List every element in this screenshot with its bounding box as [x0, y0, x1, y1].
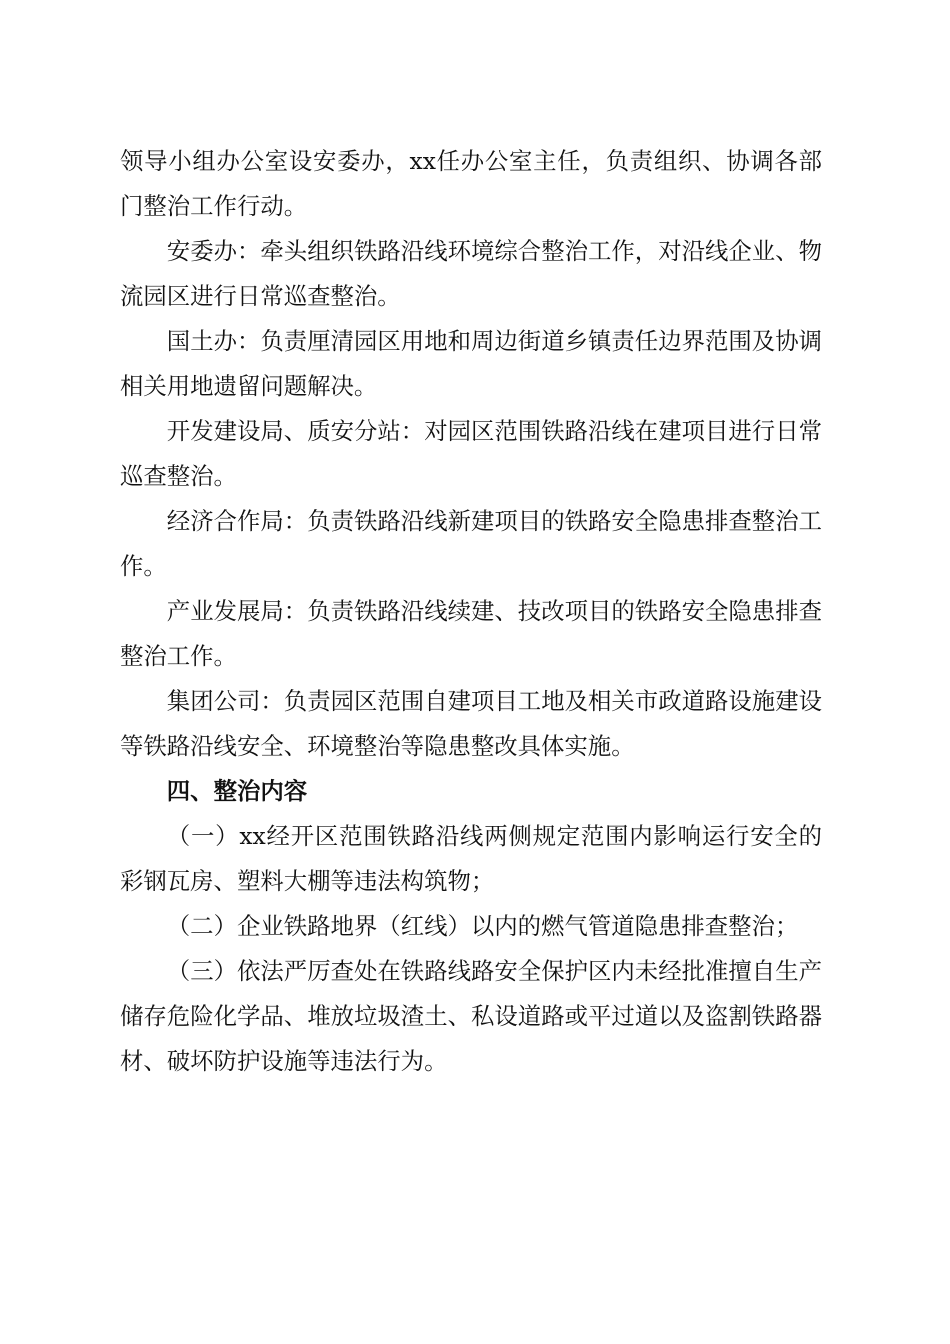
paragraph-office-setup: 领导小组办公室设安委办，xx任办公室主任，负责组织、协调各部门整治工作行动。: [120, 147, 822, 220]
paragraph-construction-bureau: 开发建设局、质安分站：对园区范围铁路沿线在建项目进行日常巡查整治。: [120, 417, 822, 490]
paragraph-land-office: 国土办：负责厘清园区用地和周边街道乡镇责任边界范围及协调相关用地遗留问题解决。: [120, 327, 822, 400]
list-item-three: （三）依法严厉查处在铁路线路安全保护区内未经批准擅自生产储存危险化学品、堆放垃圾渣土、私设道路或平过道以及盗割铁路器材、破坏防护设施等违法行为。: [120, 957, 822, 1075]
paragraph-safety-committee: 安委办：牵头组织铁路沿线环境综合整治工作，对沿线企业、物流园区进行日常巡查整治。: [120, 237, 822, 310]
paragraph-group-company: 集团公司：负责园区范围自建项目工地及相关市政道路设施建设等铁路沿线安全、环境整治等隐患整改具体实施。: [120, 687, 822, 760]
section-heading-remediation-content: 四、整治内容: [166, 777, 308, 805]
list-item-two: （二）企业铁路地界（红线）以内的燃气管道隐患排查整治；: [166, 912, 799, 940]
document-body: [120, 139, 822, 1084]
list-item-one: （一）xx经开区范围铁路沿线两侧规定范围内影响运行安全的彩钢瓦房、塑料大棚等违法构筑物；: [120, 822, 822, 895]
paragraph-industry-bureau: 产业发展局：负责铁路沿线续建、技改项目的铁路安全隐患排查整治工作。: [120, 597, 822, 670]
paragraph-economic-bureau: 经济合作局：负责铁路沿线新建项目的铁路安全隐患排查整治工作。: [120, 507, 822, 580]
